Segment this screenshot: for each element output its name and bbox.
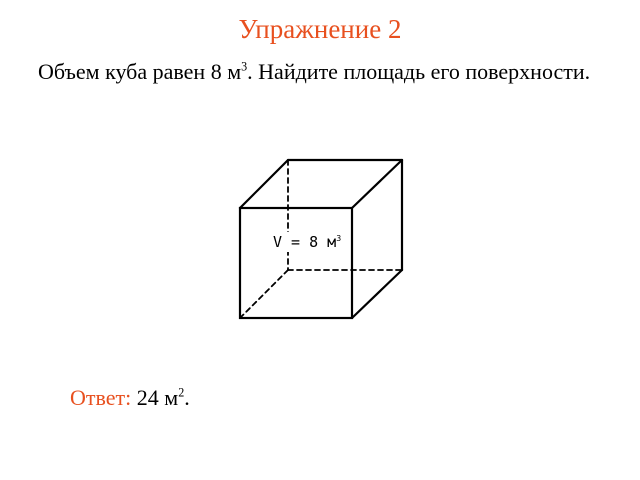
answer-value: 24 м: [136, 385, 179, 410]
problem-text-end: . Найдите площадь его поверхности.: [247, 59, 591, 84]
answer-label: Ответ:: [70, 385, 132, 410]
answer: [70, 385, 190, 411]
problem-text-start: Объем куба равен 8 м: [38, 59, 242, 84]
exercise-title: Упражнение 2: [238, 14, 402, 44]
top-left-edge: [240, 160, 288, 208]
hidden-edge-diagonal: [240, 270, 288, 318]
volume-label-exponent: 3: [336, 233, 342, 243]
problem-exponent: 3: [241, 59, 248, 74]
volume-label-text: V = 8 м: [273, 233, 337, 251]
top-right-edge: [352, 160, 402, 208]
answer-suffix: .: [184, 385, 190, 410]
answer-exponent: 2: [178, 385, 185, 400]
volume-label: [272, 232, 342, 252]
problem-statement: [38, 56, 614, 87]
bottom-right-edge: [352, 270, 402, 318]
